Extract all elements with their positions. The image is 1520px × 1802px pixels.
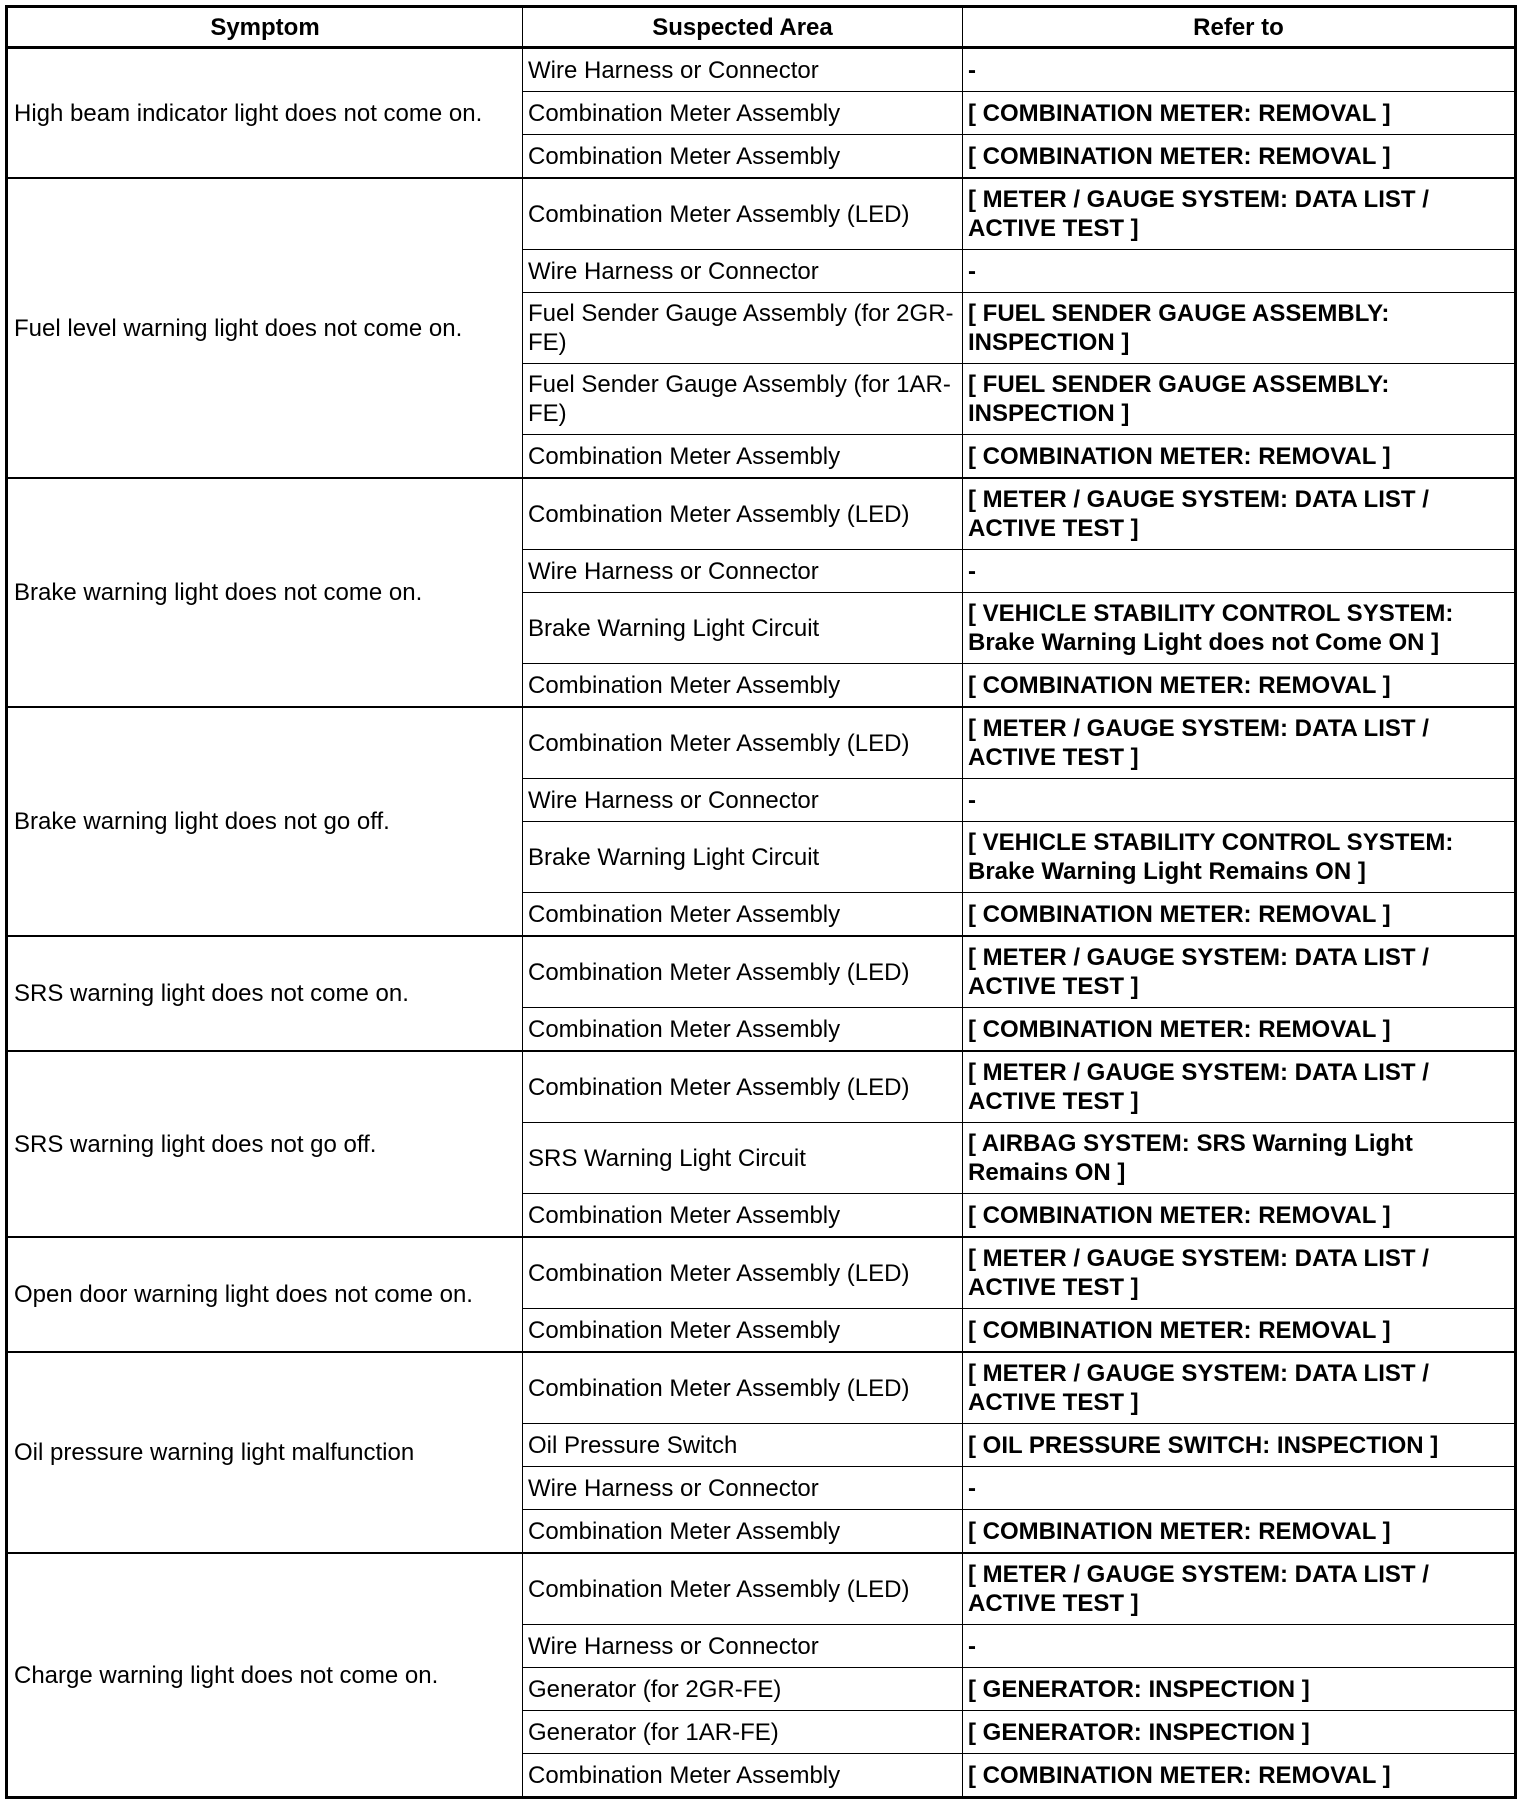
- refer-to-cell: [ METER / GAUGE SYSTEM: DATA LIST / ACTIVE TEST ]: [963, 1051, 1516, 1123]
- suspected-area-cell: Combination Meter Assembly (LED): [523, 1553, 963, 1625]
- table-row: [7, 1237, 1516, 1309]
- refer-to-cell: [ OIL PRESSURE SWITCH: INSPECTION ]: [963, 1424, 1516, 1467]
- refer-to-cell: [ COMBINATION METER: REMOVAL ]: [963, 893, 1516, 937]
- refer-to-cell: -: [963, 48, 1516, 92]
- refer-to-cell: [ COMBINATION METER: REMOVAL ]: [963, 1194, 1516, 1238]
- symptom-cell: Brake warning light does not go off.: [7, 707, 523, 936]
- refer-to-cell: [ COMBINATION METER: REMOVAL ]: [963, 1754, 1516, 1798]
- symptom-cell: Open door warning light does not come on.: [7, 1237, 523, 1352]
- refer-to-cell: [ METER / GAUGE SYSTEM: DATA LIST / ACTIVE TEST ]: [963, 707, 1516, 779]
- suspected-area-cell: Combination Meter Assembly (LED): [523, 1051, 963, 1123]
- suspected-area-cell: Combination Meter Assembly: [523, 893, 963, 937]
- table-row: [7, 178, 1516, 250]
- suspected-area-cell: Wire Harness or Connector: [523, 779, 963, 822]
- refer-to-cell: [ COMBINATION METER: REMOVAL ]: [963, 92, 1516, 135]
- suspected-area-cell: Combination Meter Assembly: [523, 435, 963, 479]
- suspected-area-cell: Generator (for 2GR-FE): [523, 1668, 963, 1711]
- refer-to-cell: [ COMBINATION METER: REMOVAL ]: [963, 135, 1516, 179]
- suspected-area-cell: Combination Meter Assembly: [523, 1510, 963, 1554]
- suspected-area-cell: Wire Harness or Connector: [523, 550, 963, 593]
- refer-to-cell: [ METER / GAUGE SYSTEM: DATA LIST / ACTIVE TEST ]: [963, 478, 1516, 550]
- refer-to-cell: [ METER / GAUGE SYSTEM: DATA LIST / ACTIVE TEST ]: [963, 1237, 1516, 1309]
- suspected-area-cell: Fuel Sender Gauge Assembly (for 1AR-FE): [523, 364, 963, 435]
- refer-to-cell: [ FUEL SENDER GAUGE ASSEMBLY: INSPECTION ]: [963, 293, 1516, 364]
- header-refer-to: Refer to: [963, 7, 1516, 48]
- refer-to-cell: [ METER / GAUGE SYSTEM: DATA LIST / ACTIVE TEST ]: [963, 1352, 1516, 1424]
- suspected-area-cell: Fuel Sender Gauge Assembly (for 2GR-FE): [523, 293, 963, 364]
- symptom-cell: High beam indicator light does not come on.: [7, 48, 523, 179]
- suspected-area-cell: Combination Meter Assembly (LED): [523, 707, 963, 779]
- suspected-area-cell: Wire Harness or Connector: [523, 1467, 963, 1510]
- symptom-table: [5, 5, 1517, 1799]
- suspected-area-cell: Brake Warning Light Circuit: [523, 593, 963, 664]
- suspected-area-cell: Wire Harness or Connector: [523, 250, 963, 293]
- suspected-area-cell: Combination Meter Assembly (LED): [523, 936, 963, 1008]
- refer-to-cell: [ COMBINATION METER: REMOVAL ]: [963, 1008, 1516, 1052]
- header-row: [7, 7, 1516, 48]
- symptom-cell: SRS warning light does not come on.: [7, 936, 523, 1051]
- refer-to-cell: -: [963, 550, 1516, 593]
- suspected-area-cell: Combination Meter Assembly: [523, 1008, 963, 1052]
- refer-to-cell: [ GENERATOR: INSPECTION ]: [963, 1668, 1516, 1711]
- table-row: [7, 707, 1516, 779]
- suspected-area-cell: Combination Meter Assembly: [523, 664, 963, 708]
- suspected-area-cell: Combination Meter Assembly (LED): [523, 478, 963, 550]
- suspected-area-cell: Combination Meter Assembly: [523, 1754, 963, 1798]
- refer-to-cell: [ COMBINATION METER: REMOVAL ]: [963, 435, 1516, 479]
- refer-to-cell: [ METER / GAUGE SYSTEM: DATA LIST / ACTIVE TEST ]: [963, 178, 1516, 250]
- suspected-area-cell: Brake Warning Light Circuit: [523, 822, 963, 893]
- symptom-cell: SRS warning light does not go off.: [7, 1051, 523, 1237]
- suspected-area-cell: Wire Harness or Connector: [523, 1625, 963, 1668]
- refer-to-cell: [ METER / GAUGE SYSTEM: DATA LIST / ACTIVE TEST ]: [963, 936, 1516, 1008]
- table-row: [7, 1051, 1516, 1123]
- table-body: [7, 48, 1516, 1798]
- header-symptom: Symptom: [7, 7, 523, 48]
- table-row: [7, 1352, 1516, 1424]
- table-header: [7, 7, 1516, 48]
- suspected-area-cell: Generator (for 1AR-FE): [523, 1711, 963, 1754]
- refer-to-cell: [ COMBINATION METER: REMOVAL ]: [963, 1309, 1516, 1353]
- header-suspected-area: Suspected Area: [523, 7, 963, 48]
- symptom-cell: Fuel level warning light does not come on.: [7, 178, 523, 478]
- suspected-area-cell: Combination Meter Assembly: [523, 135, 963, 179]
- suspected-area-cell: Wire Harness or Connector: [523, 48, 963, 92]
- suspected-area-cell: Combination Meter Assembly (LED): [523, 1352, 963, 1424]
- suspected-area-cell: Combination Meter Assembly (LED): [523, 178, 963, 250]
- refer-to-cell: -: [963, 1625, 1516, 1668]
- symptom-cell: Oil pressure warning light malfunction: [7, 1352, 523, 1553]
- refer-to-cell: [ GENERATOR: INSPECTION ]: [963, 1711, 1516, 1754]
- symptom-cell: Brake warning light does not come on.: [7, 478, 523, 707]
- suspected-area-cell: Oil Pressure Switch: [523, 1424, 963, 1467]
- refer-to-cell: [ FUEL SENDER GAUGE ASSEMBLY: INSPECTION ]: [963, 364, 1516, 435]
- table-row: [7, 478, 1516, 550]
- suspected-area-cell: Combination Meter Assembly (LED): [523, 1237, 963, 1309]
- refer-to-cell: [ COMBINATION METER: REMOVAL ]: [963, 1510, 1516, 1554]
- suspected-area-cell: Combination Meter Assembly: [523, 92, 963, 135]
- suspected-area-cell: SRS Warning Light Circuit: [523, 1123, 963, 1194]
- table-row: [7, 48, 1516, 92]
- troubleshooting-sheet: [5, 5, 1514, 1799]
- refer-to-cell: [ VEHICLE STABILITY CONTROL SYSTEM: Brake Warning Light does not Come ON ]: [963, 593, 1516, 664]
- symptom-cell: Charge warning light does not come on.: [7, 1553, 523, 1798]
- refer-to-cell: -: [963, 779, 1516, 822]
- suspected-area-cell: Combination Meter Assembly: [523, 1194, 963, 1238]
- refer-to-cell: [ COMBINATION METER: REMOVAL ]: [963, 664, 1516, 708]
- suspected-area-cell: Combination Meter Assembly: [523, 1309, 963, 1353]
- refer-to-cell: -: [963, 1467, 1516, 1510]
- refer-to-cell: [ METER / GAUGE SYSTEM: DATA LIST / ACTIVE TEST ]: [963, 1553, 1516, 1625]
- refer-to-cell: -: [963, 250, 1516, 293]
- refer-to-cell: [ AIRBAG SYSTEM: SRS Warning Light Remains ON ]: [963, 1123, 1516, 1194]
- table-row: [7, 1553, 1516, 1625]
- refer-to-cell: [ VEHICLE STABILITY CONTROL SYSTEM: Brake Warning Light Remains ON ]: [963, 822, 1516, 893]
- table-row: [7, 936, 1516, 1008]
